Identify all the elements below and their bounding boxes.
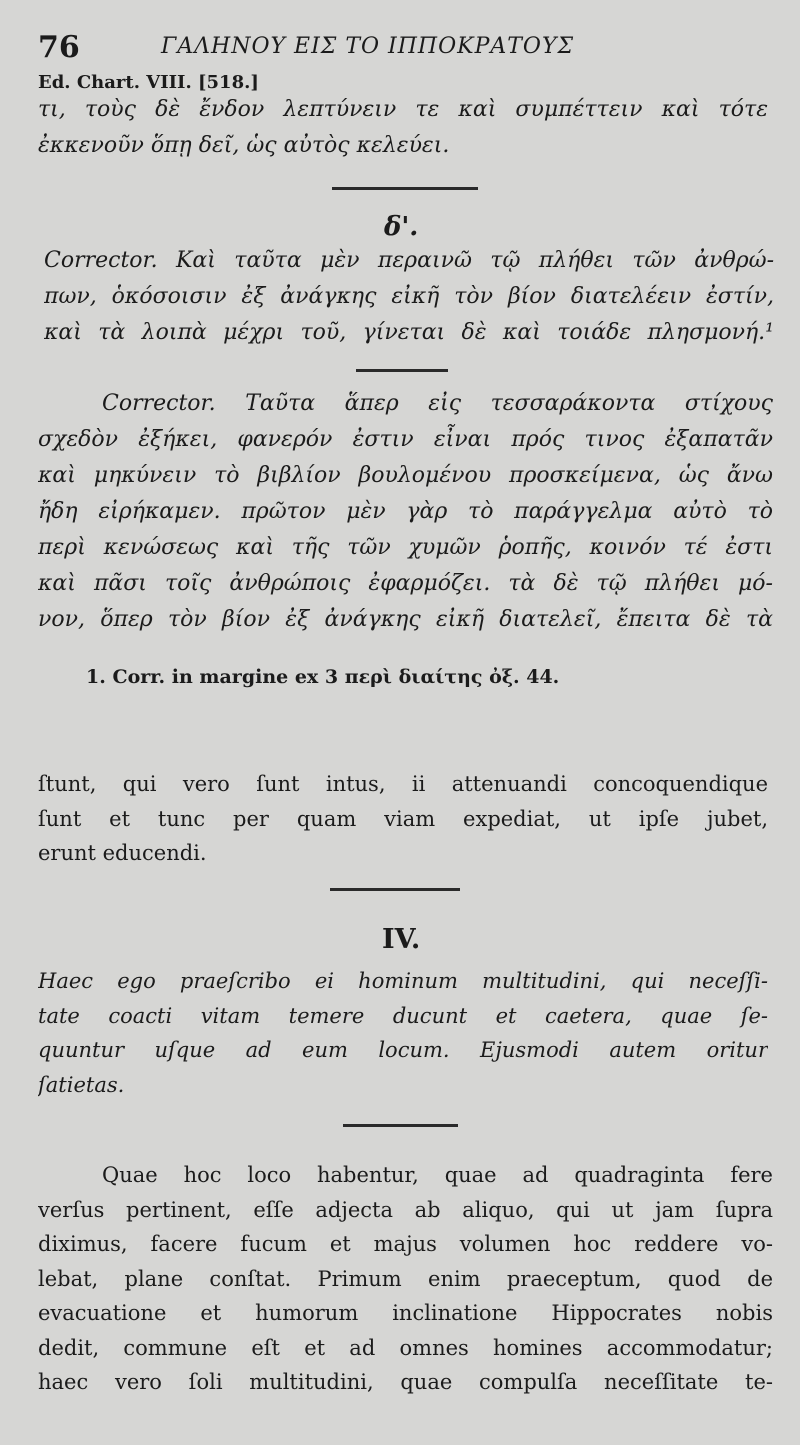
text-line: haec vero ſoli multitudini, quae compulſa neceſſitate te- (38, 1370, 773, 1394)
text-line: καὶ μηκύνειν τὸ βιβλίον βουλομένου προσκείμενα, ὡς ἄνω (38, 463, 773, 488)
latin-text-block-1 (38, 767, 768, 871)
text-line: ſatietas. (38, 1072, 125, 1097)
text-line: evacuatione et humorum inclinatione Hippocrates nobis (38, 1301, 773, 1325)
text-line: tate coacti vitam temere ducunt et caetera, quae ſe- (38, 1003, 768, 1028)
text-line: νον, ὅπερ τὸν βίον ἐξ ἀνάγκης εἰκῆ διατελεῖ, ἔπειτα δὲ τὰ (38, 607, 773, 632)
section-divider (343, 1124, 458, 1127)
text-line: Corrector. Ταῦτα ἅπερ εἰς τεσσαράκοντα στίχους (102, 391, 773, 416)
text-line: ſtunt, qui vero ſunt intus, ii attenuandi concoquendique (38, 772, 768, 796)
text-line: verſus pertinent, eſſe adjecta ab aliquo, qui ut jam ſupra (38, 1197, 773, 1222)
text-line: dedit, commune eſt et ad omnes homines accommodatur; (38, 1335, 773, 1360)
section-heading-iv: IV. (382, 924, 421, 955)
latin-text-block-2 (38, 964, 768, 1102)
text-line: lebat, plane conſtat. Primum enim praeceptum, quod de (38, 1266, 773, 1291)
text-line: ἤδη εἰρήκαμεν. πρῶτον μὲν γὰρ τὸ παράγγελμα αὐτὸ τὸ (38, 499, 773, 524)
section-divider (332, 187, 478, 190)
section-divider (330, 888, 460, 891)
latin-text-block-3 (38, 1158, 773, 1400)
text-line: Quae hoc loco habentur, quae ad quadraginta fere (102, 1163, 773, 1187)
section-heading-delta: δ'. (384, 212, 419, 242)
section-divider (356, 369, 448, 372)
text-line: Corrector. Καὶ ταῦτα μὲν περαινῶ τῷ πλήθει τῶν ἀνθρώ- (44, 248, 774, 273)
text-line: ſunt et tunc per quam viam expediat, ut ipſe jubet, (38, 806, 768, 831)
running-title: ΓΑΛΗΝΟΥ ΕΙΣ ΤΟ ΙΠΠΟΚΡΑΤΟΥΣ (161, 34, 575, 59)
text-line: quuntur uſque ad eum locum. Ejusmodi autem oritur (38, 1038, 768, 1062)
text-line: περὶ κενώσεως καὶ τῆς τῶν χυμῶν ῥοπῆς, κοινόν τέ ἐστι (38, 535, 773, 560)
text-line: τι, τοὺς δὲ ἔνδον λεπτύνειν τε καὶ συμπέττειν καὶ τότε (38, 97, 768, 122)
greek-text-block-2 (44, 243, 774, 351)
text-line: καὶ πᾶσι τοῖς ἀνθρώποις ἐφαρμόζει. τὰ δὲ τῷ πλήθει μό- (38, 571, 773, 596)
text-line: Haec ego praeſcribo ei hominum multitudini, qui neceſſi- (38, 969, 768, 993)
page-header (38, 30, 778, 70)
greek-text-block-1 (38, 92, 768, 164)
text-line: πων, ὁκόσοισιν ἐξ ἀνάγκης εἰκῆ τὸν βίον διατελέειν ἐστίν, (44, 284, 774, 309)
edition-reference: Ed. Chart. VIII. [518.] (38, 72, 259, 93)
text-line: diximus, facere fucum et majus volumen hoc reddere vo- (38, 1232, 773, 1256)
page-number: 76 (38, 30, 80, 65)
text-line: σχεδὸν ἐξήκει, φανερόν ἐστιν εἶναι πρός τινος ἐξαπατᾶν (38, 427, 773, 452)
text-line: καὶ τὰ λοιπὰ μέχρι τοῦ, γίνεται δὲ καὶ τοιάδε πλησμονή.¹ (44, 320, 774, 345)
greek-text-block-3 (38, 386, 773, 638)
text-line: ἐκκενοῦν ὅπῃ δεῖ, ὡς αὐτὸς κελεύει. (38, 133, 450, 158)
footnote: 1. Corr. in margine ex 3 περὶ διαίτης ὀξ. 44. (86, 666, 560, 688)
text-line: erunt educendi. (38, 841, 207, 865)
